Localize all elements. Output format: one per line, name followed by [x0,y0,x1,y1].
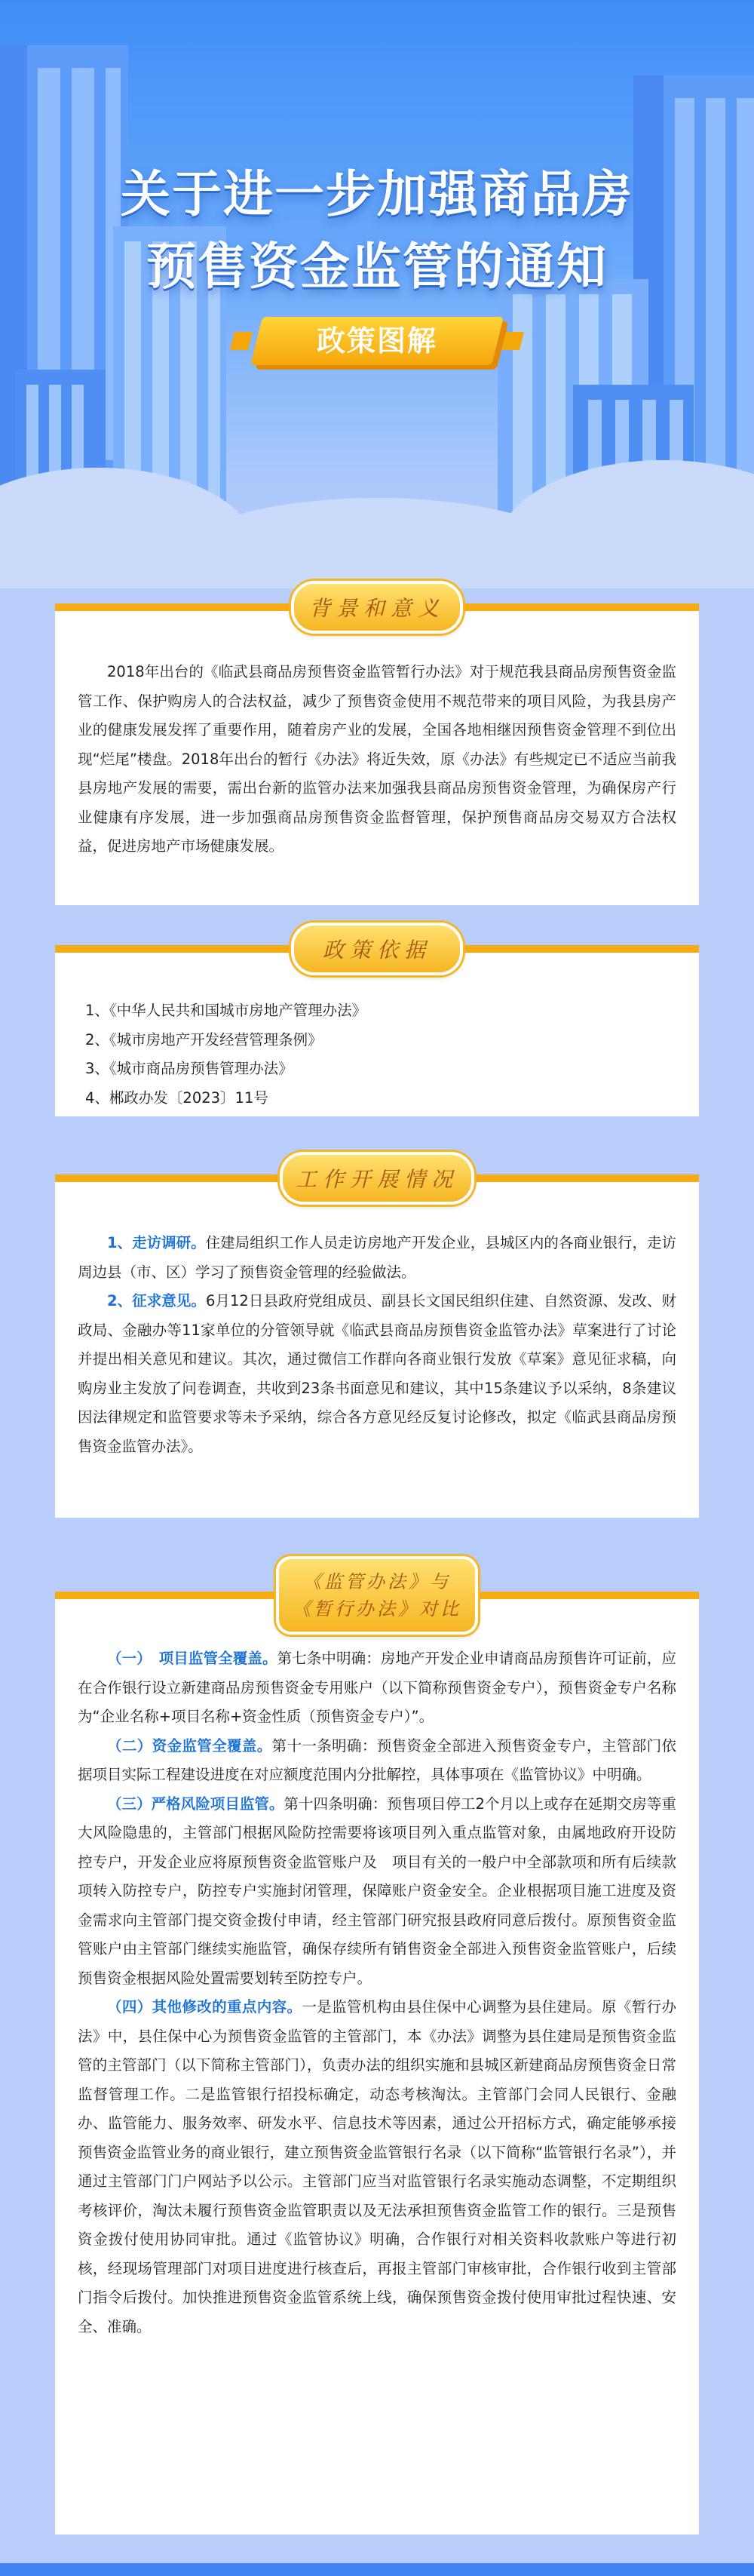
item-text: 6月12日县政府党组成员、副县长文国民组织住建、自然资源、发改、财政局、金融办等11家单位的分管领导就《临武县商品房预售资金监管办法》草案进行了讨论并提出相关意见和建议。其次，通过微信工作群向各商业银行发放《草案》意见征求稿，向购房业主发放了问卷调查，共收到23条书面意见和建议，其中15条建议予以采纳，8条建议因法律规定和监管要求等未予采纳，综合各方意见经反复讨论修改，拟定《临武县商品房预售资金监管办法》。 [78,1292,676,1455]
ribbon-decoration [230,332,253,350]
section-title-line2: 《暂行办法》对比 [293,1598,461,1620]
list-item [78,1644,676,1732]
section-card-work [55,1174,699,1518]
list-item: 1、《中华人民共和国城市房地产管理办法》 [85,1002,367,1019]
section-title-background: 背景和意义 [291,581,463,634]
footer-stripe [0,2563,754,2576]
item-heading: 1、走访调研。 [107,1234,206,1251]
item-heading: （四）其他修改的重点内容。 [107,1998,302,2016]
background-paragraph: 2018年出台的《临武县商品房预售资金监管暂行办法》对于规范我县商品房预售资金监管工作、保护购房人的合法权益，减少了预售资金使用不规范带来的项目风险，为我县房产业的健康发展发挥了重要作用，随着房产业的发展，全国各地相继因预售资金管理不到位出现“烂尾”楼盘。2018年出台的暂行《办法》将近失效，原《办法》有些规定已不适应当前我县房地产发展的需要，需出台新的监管办法来加强我县商品房预售资金管理，为确保房产行业健康有序发展，进一步加强商品房预售资金监督管理，保护预售商品房交易双方合法权益，促进房地产市场健康发展。 [78,663,676,855]
list-item [78,1732,676,1790]
item-text: 第七条中明确：房地产开发企业申请商品房预售许可证前，应在合作银行设立新建商品房预售资金专用账户（以下简称预售资金专户），预售资金专户名称为“企业名称+项目名称+资金性质（预售资金专户）”。 [78,1650,676,1725]
section-title-compare [276,1556,478,1635]
hero-banner [0,0,754,588]
list-item: 2、《城市房地产开发经营管理条例》 [85,1030,323,1049]
item-text: 一是监管机构由县住保中心调整为县住建局。原《暂行办法》中，县住保中心为预售资金监管的主管部门，本《办法》调整为县住建局是预售资金监管的主管部门（以下简称主管部门），负责办法的组织实施和县城区新建商品房预售资金日常监督管理工作。二是监管银行招投标确定，动态考核淘汰。主管部门会同人民银行、金融办、监管能力、服务效率、研发水平、信息技术等因素，通过公开招标方式，确定能够承接预售资金监管业务的商业银行，建立预售资金监管银行名录（以下简称“监管银行名录”），并通过主管部门门户网站予以公示。主管部门应当对监管银行名录实施动态调整，不定期组织考核评价，淘汰未履行预售资金监管职责以及无法承担预售资金监管工作的银行。三是预售资金拨付使用协同审批。通过《监管协议》明确，合作银行对相关资料收款账户等进行初核，经现场管理部门对项目进度进行核查后，再报主管部门审核审批，合作银行收到主管部门指令后拨付。加快推进预售资金监管系统上线，确保预售资金拨付使用审批过程快速、安全、准确。 [78,1998,676,2335]
section-card-background [55,603,699,905]
page-title-line1: 关于进一步加强商品房 [121,165,633,223]
list-item: 4、郴政办发〔2023〕11号 [85,1088,268,1107]
item-text: 第十一条明确：预售资金全部进入预售资金专户，主管部门依据项目实际工程建设进度在对应额度范围内分批解控，具体事项在《监管协议》中明确。 [78,1736,676,1783]
item-heading: 2、征求意见。 [107,1292,206,1309]
item-heading: （一） 项目监管全覆盖。 [107,1650,277,1667]
section-title-work: 工作开展情况 [280,1152,474,1205]
subtitle-text: 政策图解 [316,324,437,358]
list-item [78,1993,676,2341]
item-text: 第十四条明确：预售项目停工2个月以上或存在延期交房等重大风险隐患的，主管部门根据风险防控需要将该项目列入重点监管对象，由属地政府开设防控专户，开发企业应将原预售资金监管账户及 项目有关的一般户中全部款项和所有后续款项转入防控专户，防控专户实施封闭管理，保障账户资金安全。企业根据项目施工进度及资金需求向主管部门提交资金拨付申请，经主管部门研究报县政府同意后拨付。原预售资金监管账户由主管部门继续实施监管，确保存续所有销售资金全部进入预售资金监管账户，后续预售资金根据风险处置需要划转至防控专户。 [78,1795,676,1987]
subtitle-ribbon [250,317,504,365]
section-card-compare [55,1592,699,2535]
page-title [0,158,754,303]
item-heading: （二）资金监管全覆盖。 [107,1736,272,1755]
section-title-basis: 政策依据 [291,923,463,975]
page-title-line2: 预售资金监管的通知 [146,238,608,296]
item-heading: （三）严格风险项目监管。 [107,1795,284,1813]
list-item [78,1790,676,1994]
list-item: 3、《城市商品房预售管理办法》 [85,1060,293,1077]
section-title-line1: 《监管办法》与 [303,1571,451,1592]
list-item [78,1287,676,1461]
item-text: 住建局组织工作人员走访房地产开发企业，县城区内的各商业银行，走访周边县（市、区）学习了预售资金管理的经验做法。 [78,1234,676,1281]
list-item [78,1229,676,1287]
